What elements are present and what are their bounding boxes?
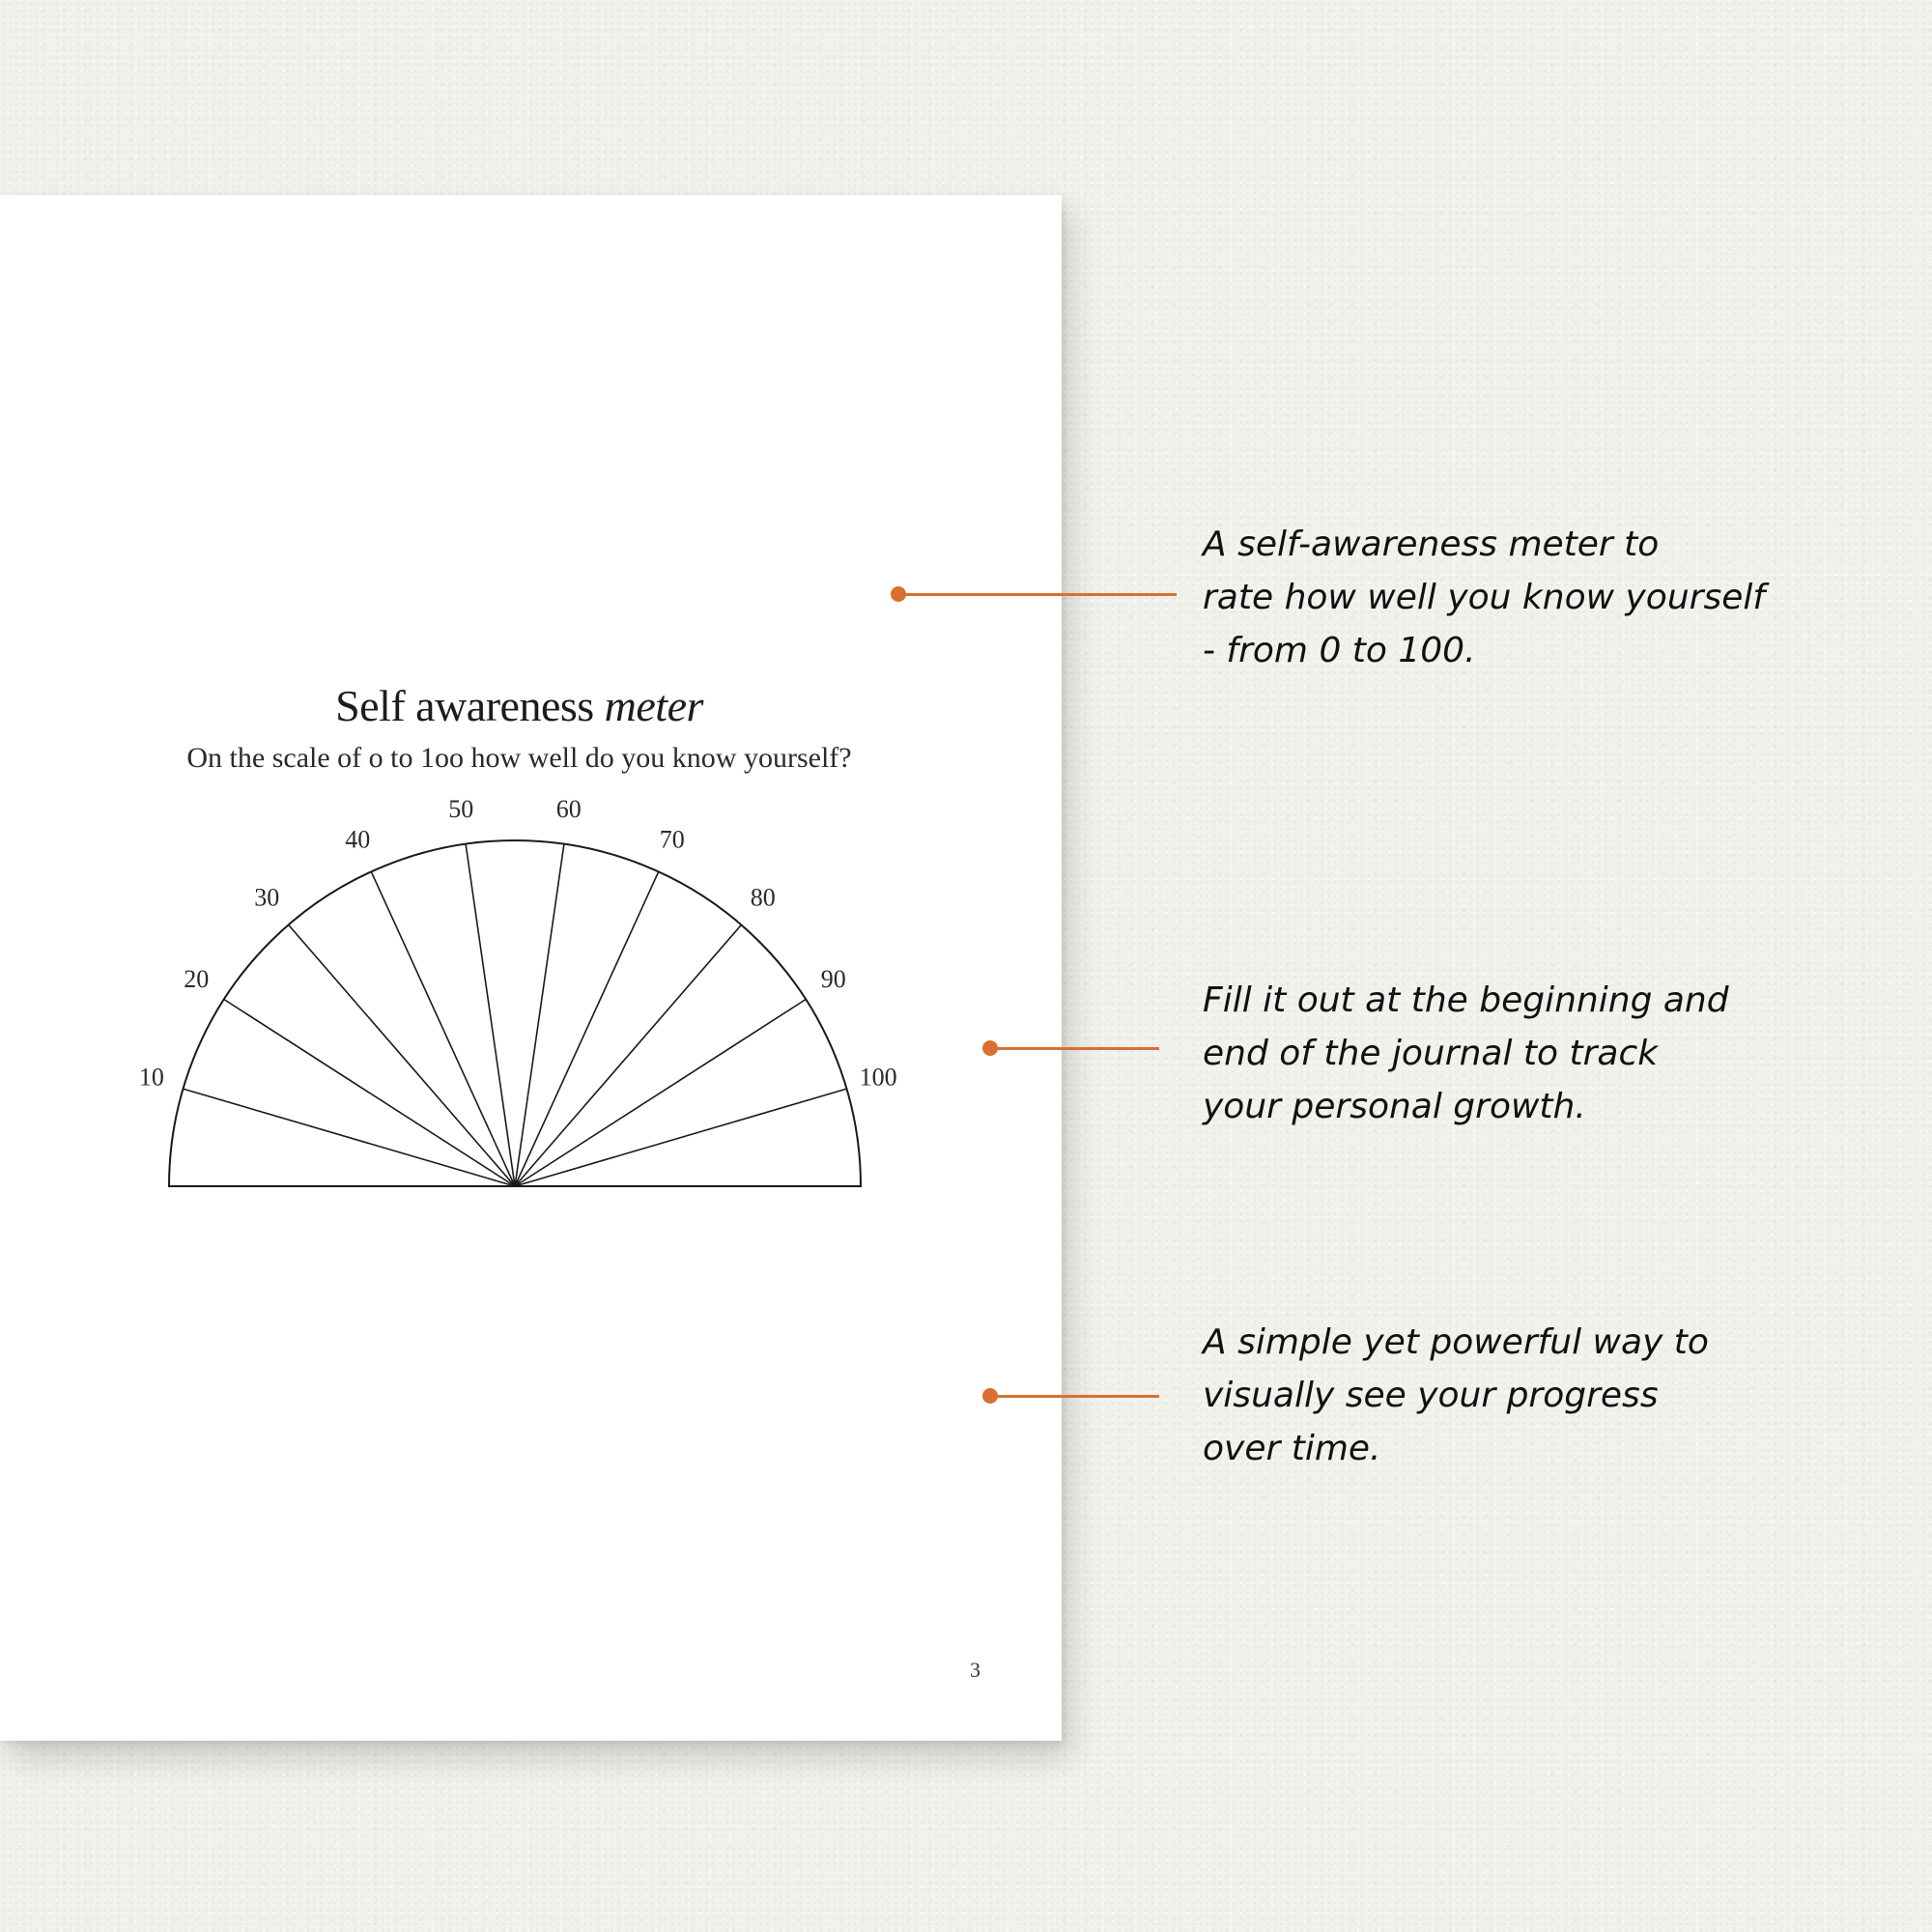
callout-2-line	[990, 1047, 1159, 1050]
meter-tick-label: 60	[555, 794, 582, 823]
journal-page	[0, 195, 1062, 1741]
title-emphasis: meter	[604, 681, 703, 730]
meter-tick-label: 30	[254, 883, 280, 912]
callout-line: Fill it out at the beginning and	[1203, 980, 1729, 1020]
page-number: 3	[970, 1658, 980, 1682]
meter-tick-label: 50	[448, 794, 474, 823]
meter-spokes	[184, 844, 847, 1186]
meter-tick-label: 20	[184, 965, 210, 994]
callout-line: your personal growth.	[1203, 1087, 1586, 1126]
meter-spoke	[466, 844, 515, 1186]
meter-tick-label: 40	[345, 825, 371, 854]
meter-tick-label: 10	[138, 1063, 164, 1092]
callout-line: over time.	[1203, 1429, 1381, 1468]
meter-spoke	[184, 1089, 516, 1186]
meter-spoke	[515, 924, 741, 1186]
callout-2-text	[1203, 974, 1879, 1133]
meter-spoke	[515, 1000, 806, 1187]
self-awareness-meter	[0, 195, 1062, 1741]
callout-3-text	[1203, 1316, 1879, 1475]
meter-spoke	[515, 1089, 847, 1186]
meter-tick-label: 100	[859, 1063, 897, 1092]
callout-line: visually see your progress	[1203, 1376, 1659, 1415]
callout-line: - from 0 to 100.	[1203, 631, 1476, 670]
meter-spoke	[371, 871, 515, 1186]
meter-tick-label: 90	[820, 965, 846, 994]
meter-tick-labels	[139, 795, 897, 1092]
callout-1-text	[1203, 518, 1879, 677]
meter-spoke	[289, 924, 515, 1186]
callout-line: A self-awareness meter to	[1203, 525, 1660, 564]
meter-spoke	[224, 1000, 515, 1187]
meter-spoke	[515, 844, 564, 1186]
callout-3-line	[990, 1395, 1159, 1398]
meter-tick-label: 70	[659, 825, 685, 854]
meter-spoke	[515, 871, 659, 1186]
callout-line: end of the journal to track	[1203, 1034, 1659, 1073]
callout-line: rate how well you know yourself	[1203, 578, 1766, 617]
title-main: Self awareness	[335, 681, 594, 730]
page-subtitle: On the scale of o to 1oo how well do you know yourself?	[186, 742, 852, 774]
meter-tick-label: 80	[750, 883, 776, 912]
callout-line: A simple yet powerful way to	[1203, 1322, 1709, 1362]
callout-1-line	[898, 593, 1177, 596]
